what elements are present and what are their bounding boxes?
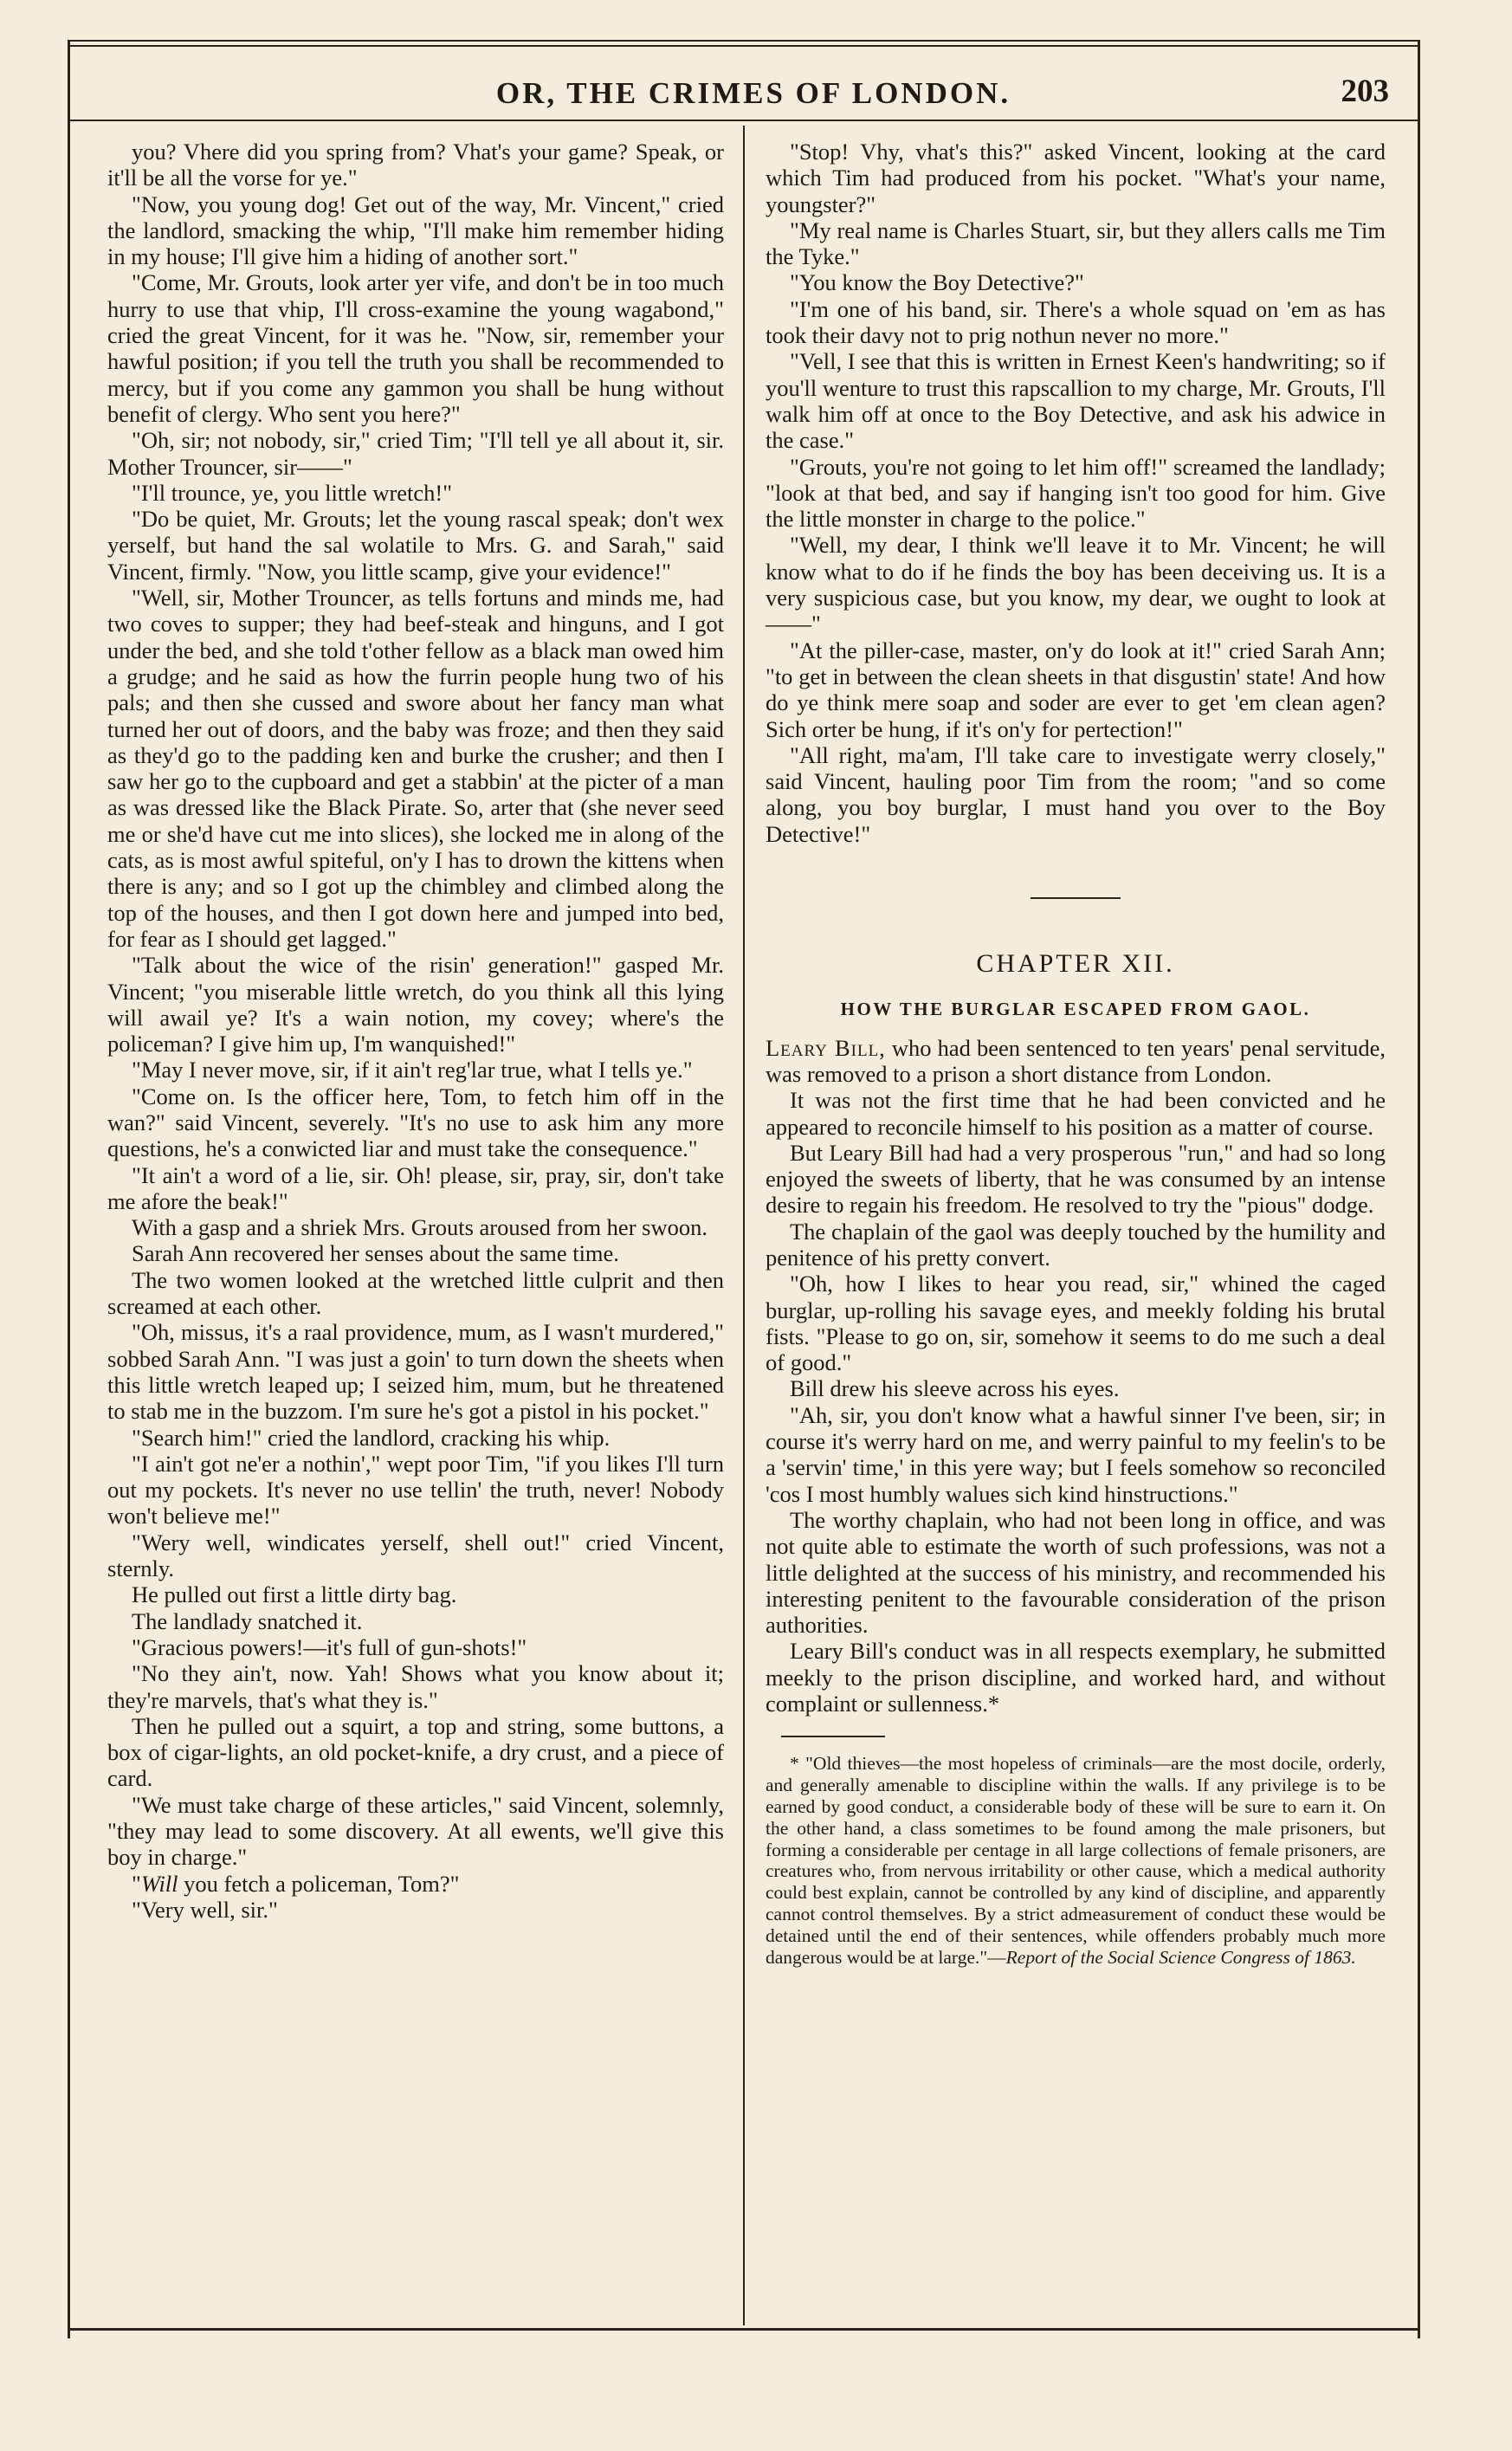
paragraph: "Well, sir, Mother Trouncer, as tells fortuns and minds me, had two coves to supper; they had beef-steak and hinguns, and I got under the bed, and she told t'other fellow as a black man owed him a grudge; and he said as how the furrin people hung two of his pals; and then she cussed and swore about her fancy man what turned her out of doors, and the baby was froze; and then they said as they'd go to the padding ken and burke the crusher; and then I saw her go to the cupboard and get a stabbin' at the picter of a man as was dressed like the Black Pirate. So, arter that (she never seed me or she'd have cut me into slices), she locked me in along of the cats, as is most awful spiteful, on'y I has to drown the kittens when there is any; and so I got up the chimbley and climbed along the top of the houses, and then I got down here and jumped into bed, for fear as I should get lagged." <box>107 585 724 952</box>
page-number: 203 <box>1341 74 1389 109</box>
paragraph: Bill drew his sleeve across his eyes. <box>790 1375 1120 1402</box>
footnote: * "Old thieves—the most hopeless of criminals—are the most docile, orderly, and generally amenable to discipline within the walls. If any privilege is to be earned by good conduct, a considerable body of these will be sure to earn it. On the other hand, a class sometimes to be found among the male prisoners, but forming a considerable per centage in all large collections of female prisoners, are creatures who, from nervous irritability or other cause, which a medical authority could best explain, cannot be controlled by any kind of discipline, and apparently cannot control themselves. By a strict admeasurement of conduct these would be detained until the end of their sentences, while offenders probably much more dangerous would be at large."—Report of the Social Science Congress of 1863. <box>766 1753 1386 1968</box>
footnote-rule <box>781 1736 885 1737</box>
paragraph: "Oh, how I likes to hear you read, sir," whined the caged burglar, up-rolling his savage eyes, and meekly folding his brutal fists. "Please to go on, sir, somehow it seems to do me such a deal of good." <box>766 1271 1386 1376</box>
top-rule <box>68 40 1420 42</box>
paragraph: The chaplain of the gaol was deeply touched by the humility and penitence of his pretty convert. <box>766 1218 1386 1271</box>
paragraph: "Do be quiet, Mr. Grouts; let the young rascal speak; don't wex yerself, but hand the sal wolatile to Mrs. G. and Sarah," said Vincent, firmly. "Now, you little scamp, give your evidence!" <box>107 506 724 585</box>
right-column <box>766 139 1386 1968</box>
paragraph: The landlady snatched it. <box>132 1607 363 1634</box>
header-rule <box>68 120 1420 121</box>
chapter-subtitle: HOW THE BURGLAR ESCAPED FROM GAOL. <box>840 999 1311 1020</box>
paragraph: "It ain't a word of a lie, sir. Oh! please, sir, pray, sir, don't take me afore the beak!" <box>107 1161 724 1214</box>
paragraph: "All right, ma'am, I'll take care to investigate werry closely," said Vincent, hauling poor Tim from the room; "and so come along, you boy burglar, I must hand you over to the Boy Detective!" <box>766 741 1386 847</box>
paragraph: "Stop! Vhy, vhat's this?" asked Vincent, looking at the card which Tim had produced from his pocket. "What's your name, youngster?" <box>766 139 1386 217</box>
paragraph: It was not the first time that he had been convicted and he appeared to reconcile himself to his position as a matter of course. <box>766 1087 1386 1140</box>
paragraph: Then he pulled out a squirt, a top and string, some buttons, a box of cigar-lights, an old pocket-knife, a dry crust, and a piece of card. <box>107 1712 724 1792</box>
paragraph: "Come on. Is the officer here, Tom, to fetch him off in the wan?" said Vincent, severely. "It's no use to ask him any more questions, he's a conwicted liar and must take the consequence." <box>107 1083 724 1162</box>
paragraph: "Well, my dear, I think we'll leave it to Mr. Vincent; he will know what to do if he finds the boy has been deceiving us. It is a very suspicious case, but you know, my dear, we ought to look at——" <box>766 532 1386 637</box>
paragraph: "I'll trounce, ye, you little wretch!" <box>132 479 453 506</box>
paragraph: "May I never move, sir, if it ain't reg'lar true, what I tells ye." <box>132 1057 693 1083</box>
chapter-opening-paragraph: Leary Bill, who had been sentenced to ten years' penal servitude, was removed to a prison a short distance from London. <box>766 1034 1386 1087</box>
paragraph: "Come, Mr. Grouts, look arter yer vife, and don't be in too much hurry to use that vhip, I'll cross-examine the young wagabond," cried the great Vincent, for it was he. "Now, sir, remember your hawful position; if you tell the truth you shall be recommended to mercy, but if you come any gammon you shall be hung without benefit of clergy. Who sent you here?" <box>107 269 724 427</box>
paragraph: "Wery well, windicates yerself, shell out!" cried Vincent, sternly. <box>107 1529 724 1582</box>
top-rule-inner <box>68 45 1420 47</box>
paragraph: "Will you fetch a policeman, Tom?" <box>132 1870 460 1897</box>
bottom-rule <box>68 2328 1420 2331</box>
paragraph: "You know the Boy Detective?" <box>790 269 1084 296</box>
paragraph: "Search him!" cried the landlord, cracking his whip. <box>132 1424 611 1451</box>
left-column <box>107 139 724 1923</box>
paragraph: But Leary Bill had had a very prosperous "run," and had so long enjoyed the sweets of liberty, that he was consumed by an intense desire to regain his freedom. He resolved to try the "pious" dodge. <box>766 1139 1386 1219</box>
paragraph: "Talk about the wice of the risin' generation!" gasped Mr. Vincent; "you miserable little wretch, do you think all this lying will awail ye? It's a wain notion, my covey; where's the policeman? I give him up, I'm wanquished!" <box>107 952 724 1057</box>
section-divider <box>1031 897 1121 899</box>
paragraph: "At the piller-case, master, on'y do look at it!" cried Sarah Ann; "to get in between the clean sheets in that disgustin' state! And how do ye think mere soap and soder are ever to get 'em clean agen? Sich orter be hung, if it's on'y for pertection!" <box>766 637 1386 742</box>
small-caps-lead: Leary Bill, <box>766 1034 886 1061</box>
paragraph: "We must take charge of these articles," said Vincent, solemnly, "they may lead to some discovery. At all ewents, we'll give this boy in charge." <box>107 1791 724 1871</box>
paragraph: "Ah, sir, you don't know what a hawful sinner I've been, sir; in course it's werry hard on me, and werry painful to my feelin's to be a 'servin' time,' in this yere way; but I feels somehow so reconciled 'cos I most humbly walues sich kind hinstructions." <box>766 1401 1386 1507</box>
paragraph: The worthy chaplain, who had not been long in office, and was not quite able to estimate the worth of such professions, was not a little delighted at the success of his ministry, and recommended his interesting penitent to the favourable consideration of the prison authorities. <box>766 1506 1386 1639</box>
paragraph: "Oh, missus, it's a raal providence, mum, as I wasn't murdered," sobbed Sarah Ann. "I was just a goin' to turn down the sheets when this little wretch leaped up; I seized him, mum, but he threatened to stab me in the buzzom. I'm sure he's got a pistol in his pocket." <box>107 1319 724 1425</box>
paragraph: "Grouts, you're not going to let him off!" screamed the landlady; "look at that bed, and say if hanging isn't too good for him. Give the little monster in charge to the police." <box>766 453 1386 533</box>
frame-left-border <box>68 41 70 2338</box>
paragraph: "No they ain't, now. Yah! Shows what you know about it; they're marvels, that's what they is." <box>107 1660 724 1713</box>
paragraph: Leary Bill's conduct was in all respects exemplary, he submitted meekly to the prison discipline, and worked hard, and without complaint or sullenness.* <box>766 1638 1386 1717</box>
paragraph: "I ain't got ne'er a nothin'," wept poor Tim, "if you likes I'll turn out my pockets. It's never no use tellin' the truth, never! Nobody won't believe me!" <box>107 1450 724 1529</box>
paragraph: With a gasp and a shriek Mrs. Grouts aroused from her swoon. <box>132 1214 708 1241</box>
paragraph: "Vell, I see that this is written in Ernest Keen's handwriting; so if you'll wenture to trust this rapscallion to my charge, Mr. Grouts, I'll walk him off at once to the Boy Detective, and ask his adwice in the case." <box>766 348 1386 454</box>
paragraph: "I'm one of his band, sir. There's a whole squad on 'em as has took their davy not to prig nothun never no more." <box>766 295 1386 349</box>
paragraph: you? Vhere did you spring from? Vhat's your game? Speak, or it'll be all the vorse for ye." <box>107 139 724 191</box>
paragraph: The two women looked at the wretched little culprit and then screamed at each other. <box>107 1266 724 1320</box>
paragraph: Sarah Ann recovered her senses about the same time. <box>132 1240 619 1267</box>
paragraph: "Very well, sir." <box>132 1896 278 1923</box>
paragraph: "Now, you young dog! Get out of the way, Mr. Vincent," cried the landlord, smacking the whip, "I'll make him remember hiding in my house; I'll give him a hiding of another sort." <box>107 191 724 270</box>
frame-right-border <box>1418 41 1420 2338</box>
paragraph: "Oh, sir; not nobody, sir," cried Tim; "I'll tell ye all about it, sir. Mother Trouncer, sir——" <box>107 427 724 480</box>
footnote-source: Report of the Social Science Congress of 1863. <box>1005 1946 1356 1968</box>
paragraph: He pulled out first a little dirty bag. <box>132 1581 457 1608</box>
running-head: OR, THE CRIMES OF LONDON. <box>495 76 1011 110</box>
paragraph: "Gracious powers!—it's full of gun-shots!" <box>132 1633 527 1660</box>
column-divider <box>743 126 745 2325</box>
chapter-title: CHAPTER XII. <box>976 949 1175 979</box>
emphasis: Will <box>140 1870 178 1897</box>
paragraph: "My real name is Charles Stuart, sir, but they allers calls me Tim the Tyke." <box>766 217 1386 270</box>
